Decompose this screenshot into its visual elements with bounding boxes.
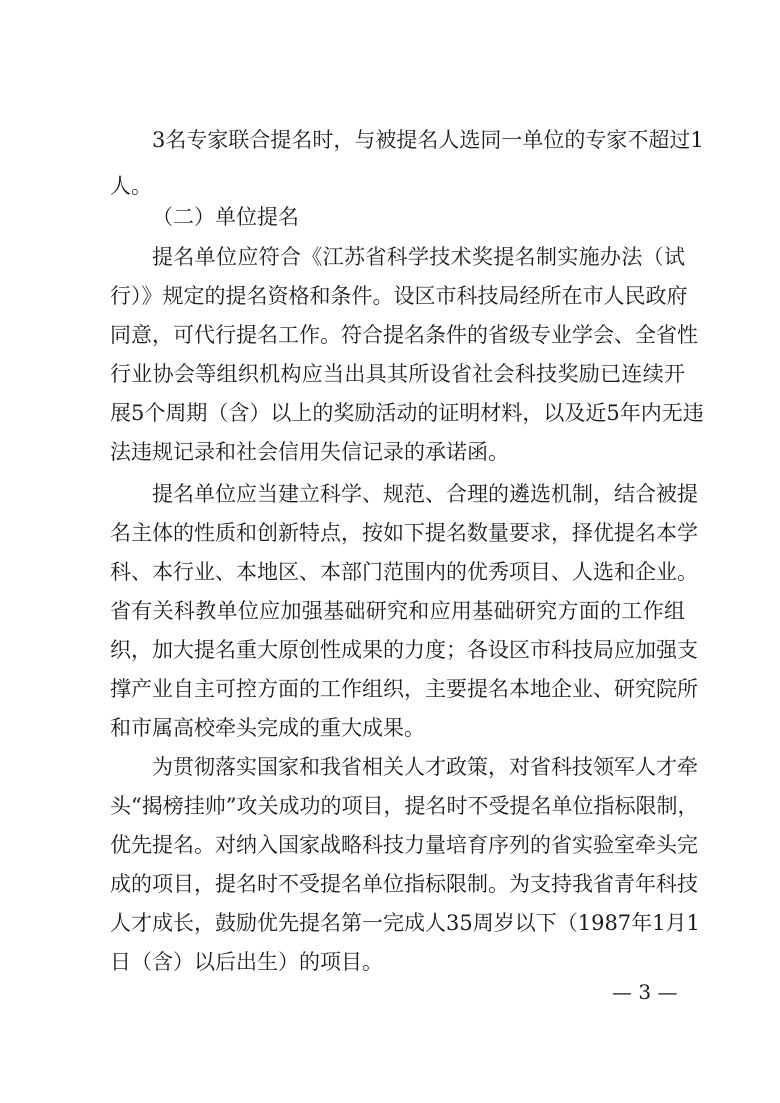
paragraph-line: 人才成长，鼓励优先提名第一完成人35周岁以下（1987年1月1 — [110, 911, 700, 935]
paragraph-line: 3名专家联合提名时，与被提名人选同一单位的专家不超过1 — [152, 128, 704, 152]
paragraph-line: 日（含）以后出生）的项目。 — [110, 950, 383, 974]
paragraph-line: 优先提名。对纳入国家战略科技力量培育序列的省实验室牵头完 — [110, 833, 698, 857]
paragraph-line: 成的项目，提名时不受提名单位指标限制。为支持我省青年科技 — [110, 872, 698, 896]
paragraph-line: 提名单位应符合《江苏省科学技术奖提名制实施办法（试 — [152, 245, 685, 269]
paragraph-line: 名主体的性质和创新特点，按如下提名数量要求，择优提名本学 — [110, 521, 698, 545]
paragraph-line: 头“揭榜挂帅”攻关成功的项目，提名时不受提名单位指标限制， — [110, 794, 699, 818]
paragraph-line: 法违规记录和社会信用失信记录的承诺函。 — [110, 440, 509, 464]
paragraph-line: 科、本行业、本地区、本部门范围内的优秀项目、人选和企业。 — [110, 560, 698, 584]
page-number: — 3 — — [612, 980, 678, 1004]
paragraph-line: 提名单位应当建立科学、规范、合理的遴选机制，结合被提 — [152, 482, 698, 506]
paragraph-line: 和市属高校牵头完成的重大成果。 — [110, 716, 425, 740]
paragraph-line: 人。 — [110, 174, 152, 198]
section-heading: （二）单位提名 — [152, 205, 299, 229]
paragraph-line: 行业协会等组织机构应当出具其所设省社会科技奖励已连续开 — [110, 362, 685, 386]
paragraph-line: 展5个周期（含）以上的奖励活动的证明材料，以及近5年内无违 — [110, 401, 704, 425]
paragraph-line: 为贯彻落实国家和我省相关人才政策，对省科技领军人才牵 — [152, 755, 698, 779]
paragraph-line: 同意，可代行提名工作。符合提名条件的省级专业学会、全省性 — [110, 323, 698, 347]
paragraph-line: 撑产业自主可控方面的工作组织，主要提名本地企业、研究院所 — [110, 677, 698, 701]
paragraph-line: 行）》规定的提名资格和条件。设区市科技局经所在市人民政府 — [110, 284, 688, 308]
paragraph-line: 织，加大提名重大原创性成果的力度；各设区市科技局应加强支 — [110, 638, 698, 662]
paragraph-line: 省有关科教单位应加强基础研究和应用基础研究方面的工作组 — [110, 599, 685, 623]
